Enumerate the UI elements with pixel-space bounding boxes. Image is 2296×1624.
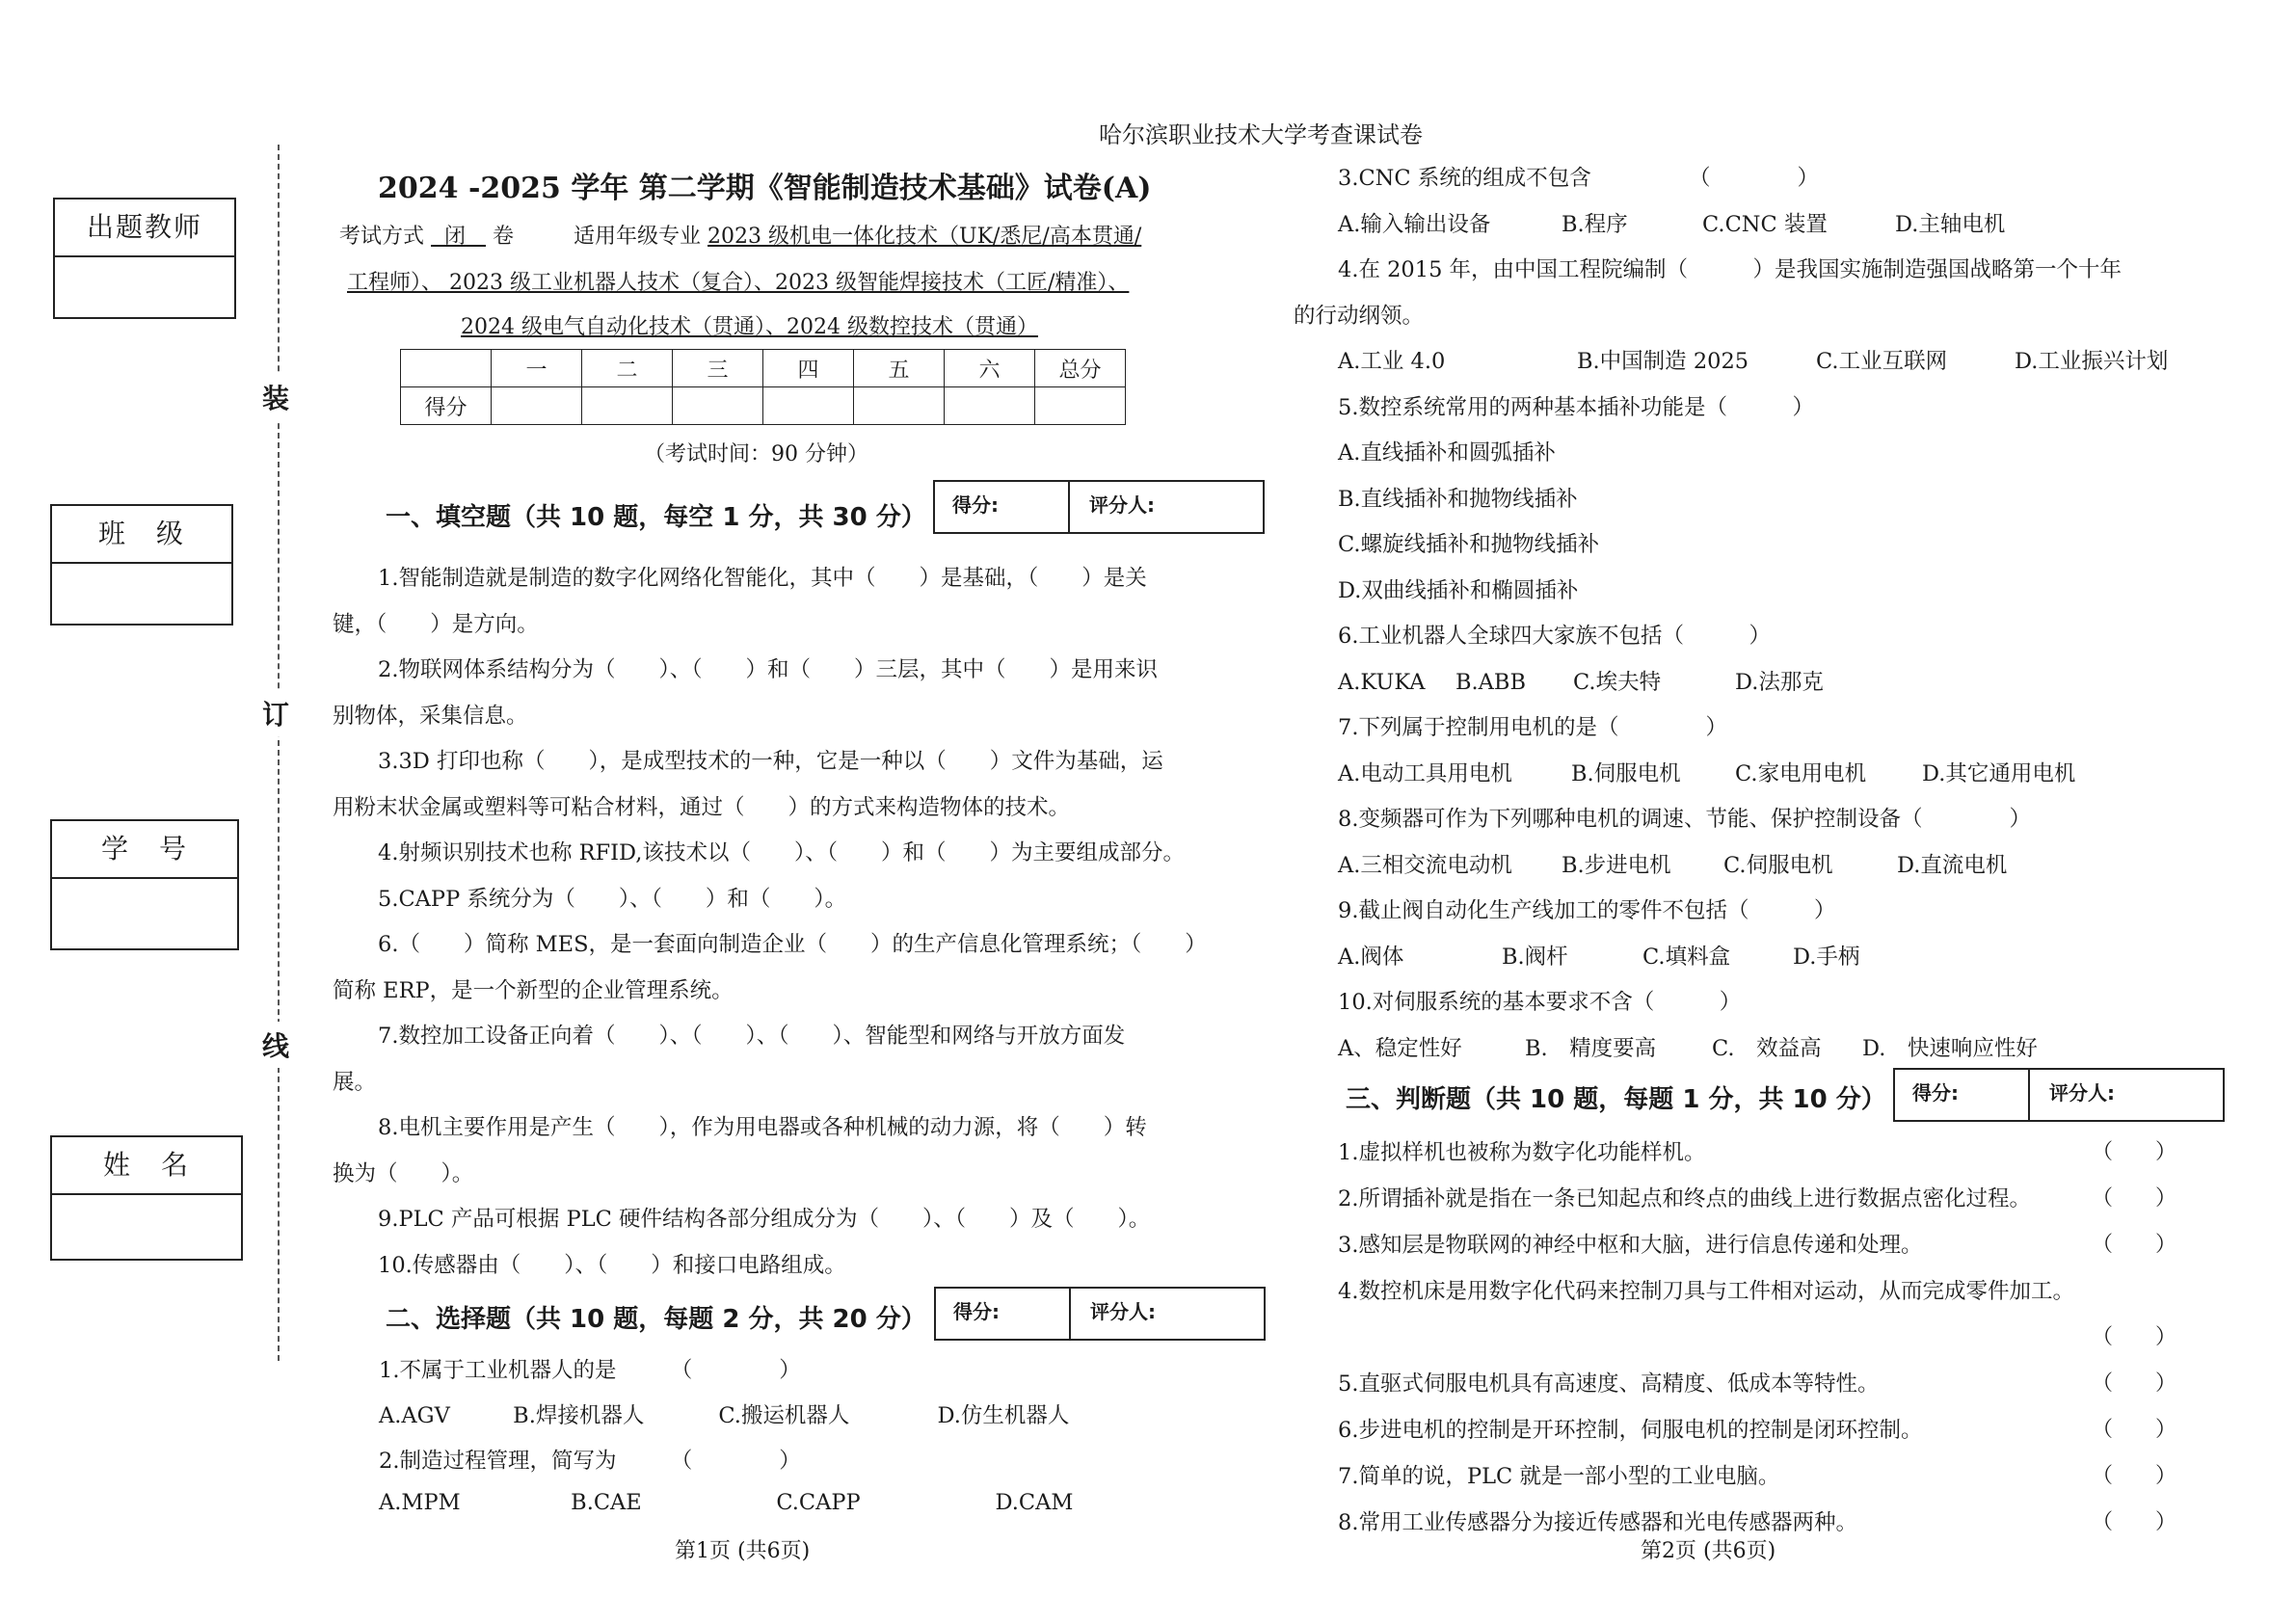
- s1-question-line: 2.物联网体系结构分为（ ）、（ ）和（ ）三层，其中（ ）是用来识: [378, 657, 1158, 682]
- option: B.阀杆: [1502, 944, 1568, 970]
- binding-char-zhuang: 装: [262, 374, 289, 420]
- s3-item: 6.步进电机的控制是开环控制，伺服电机的控制是闭环控制。: [1338, 1418, 1923, 1443]
- binding-line: [278, 145, 280, 1361]
- s1-question-line: 6.（ ）简称 MES，是一套面向制造企业（ ）的生产信息化管理系统；（ ）: [378, 932, 1207, 957]
- score-header-cell: 四: [763, 350, 854, 387]
- score-header-cell: 三: [673, 350, 763, 387]
- p2-options-row: [1338, 1031, 2038, 1062]
- score-cell[interactable]: [945, 387, 1035, 425]
- option: C.工业互联网: [1816, 349, 1948, 374]
- s3-answer-blank[interactable]: （ ）: [2092, 1510, 2177, 1534]
- s3-answer-blank[interactable]: （ ）: [2092, 1233, 2177, 1257]
- s3-item: 2.所谓插补就是指在一条已知起点和终点的曲线上进行数据点密化过程。: [1338, 1186, 2031, 1211]
- option: A.三相交流电动机: [1338, 852, 1512, 878]
- option: D.法那克: [1735, 669, 1824, 695]
- binding-char-xian: 线: [262, 1022, 289, 1068]
- s2-question-2: 2.制造过程管理，简写为 （ ）: [379, 1449, 801, 1474]
- section1-score-box: [933, 480, 1265, 534]
- binding-char-ding: 订: [262, 690, 289, 736]
- s3-item: 3.感知层是物联网的神经中枢和大脑，进行信息传递和处理。: [1338, 1233, 1923, 1258]
- option: A.工业 4.0: [1338, 349, 1446, 374]
- section1-score-label: 得分:: [935, 482, 1070, 532]
- option: A.KUKA: [1338, 669, 1426, 695]
- option: D.其它通用电机: [1922, 760, 2076, 786]
- exam-mode-value: 闭: [444, 225, 467, 249]
- class-label: 班 级: [52, 506, 231, 564]
- p2-options-row: [1338, 665, 1824, 696]
- p2-question-line: A.直线插补和圆弧插补: [1338, 440, 1556, 466]
- option: C. 效益高: [1712, 1035, 1822, 1061]
- s3-answer-blank[interactable]: （ ）: [2092, 1464, 2177, 1488]
- majors-label: 适用年级专业: [574, 225, 702, 249]
- s3-item: 1.虚拟样机也被称为数字化功能样机。: [1338, 1140, 1706, 1165]
- s1-question-line: 简称 ERP，是一个新型的企业管理系统。: [333, 977, 734, 1003]
- option: D.仿生机器人: [937, 1403, 1070, 1428]
- p2-question-line: 4.在 2015 年，由中国工程院编制（ ）是我国实施制造强国战略第一个十年: [1338, 257, 2122, 282]
- option: B.ABB: [1455, 669, 1527, 695]
- option: A.AGV: [379, 1403, 450, 1428]
- option: C.伺服电机: [1723, 852, 1833, 878]
- s1-question-line: 10.传感器由（ ）、（ ）和接口电路组成。: [378, 1252, 846, 1278]
- option: D.手柄: [1793, 944, 1860, 970]
- s1-question-line: 键，（ ）是方向。: [333, 611, 539, 637]
- majors-line3: 2024 级电气自动化技术（贯通）、2024 级数控技术（贯通）: [461, 315, 1038, 339]
- p2-question-line: 6.工业机器人全球四大家族不包括（ ）: [1338, 624, 1771, 649]
- score-header-cell: [401, 350, 492, 387]
- school-header: 哈尔滨职业技术大学考查课试卷: [1099, 121, 1423, 148]
- p2-options-row: [1338, 757, 2075, 787]
- exam-time: （考试时间：90 分钟）: [644, 442, 868, 466]
- p2-question-line: 3.CNC 系统的组成不包含 （ ）: [1338, 166, 1819, 191]
- option: D.直流电机: [1897, 852, 2008, 878]
- score-header-cell: 一: [492, 350, 582, 387]
- teacher-field: [53, 198, 236, 319]
- p2-options-row: [1338, 344, 2168, 375]
- score-header-cell: 总分: [1035, 350, 1126, 387]
- score-table-row: [401, 387, 1126, 425]
- s2-question-2-options: [379, 1490, 1073, 1515]
- s3-answer-blank[interactable]: （ ）: [2092, 1371, 2177, 1396]
- option: B.焊接机器人: [513, 1403, 645, 1428]
- option: B. 精度要高: [1525, 1035, 1657, 1061]
- p2-question-line: 8.变频器可作为下列哪种电机的调速、节能、保护控制设备（ ）: [1338, 807, 2031, 832]
- option: C.CNC 装置: [1702, 211, 1828, 237]
- score-header-cell: 二: [582, 350, 673, 387]
- page1-footer: 第1页 (共6页): [675, 1539, 811, 1563]
- option: D.工业振兴计划: [2015, 349, 2169, 374]
- s1-question-line: 用粉末状金属或塑料等可粘合材料，通过（ ）的方式来构造物体的技术。: [333, 794, 1071, 820]
- score-cell[interactable]: [763, 387, 854, 425]
- option: B.步进电机: [1562, 852, 1671, 878]
- student-id-field: [50, 819, 239, 950]
- section1-title: 一、填空题（共 10 题，每空 1 分，共 30 分）: [386, 503, 926, 532]
- score-cell[interactable]: [673, 387, 763, 425]
- p2-question-line: 的行动纲领。: [1294, 303, 1425, 329]
- s1-question-line: 9.PLC 产品可根据 PLC 硬件结构各部分组成分为（ ）、（ ）及（ ）。: [378, 1207, 1151, 1232]
- s3-answer-blank[interactable]: （ ）: [2092, 1140, 2177, 1164]
- exam-info-line1: [339, 220, 1141, 250]
- section2-grader-label: 评分人:: [1090, 1300, 1156, 1323]
- section1-grader-label: 评分人:: [1089, 493, 1155, 517]
- score-header-cell: 五: [854, 350, 945, 387]
- s2-question-1: 1.不属于工业机器人的是 （ ）: [379, 1358, 801, 1383]
- section3-title: 三、判断题（共 10 题，每题 1 分，共 10 分）: [1346, 1085, 1886, 1114]
- student-id-label: 学 号: [52, 821, 237, 879]
- section2-score-box: [934, 1287, 1266, 1341]
- s1-question-line: 5.CAPP 系统分为（ ）、（ ）和（ ）。: [378, 886, 847, 912]
- score-cell[interactable]: [582, 387, 673, 425]
- option: A.电动工具用电机: [1338, 760, 1512, 786]
- option: B.中国制造 2025: [1577, 349, 1749, 374]
- p2-options-row: [1338, 848, 2007, 879]
- option: B.程序: [1562, 211, 1628, 237]
- name-field: [50, 1135, 243, 1261]
- score-cell[interactable]: [492, 387, 582, 425]
- section3-grader-label: 评分人:: [2049, 1081, 2115, 1105]
- section3-score-box: [1893, 1068, 2225, 1122]
- option: C.家电用电机: [1735, 760, 1867, 786]
- exam-mode-label: 考试方式: [339, 225, 425, 249]
- s3-answer-blank[interactable]: （ ）: [2092, 1186, 2177, 1211]
- option: A.阀体: [1338, 944, 1404, 970]
- majors-line1: 2023 级机电一体化技术（UK/悉尼/高本贯通/: [707, 225, 1142, 249]
- score-table-header: [401, 350, 1126, 387]
- teacher-label: 出题教师: [55, 200, 234, 257]
- p2-question-line: 10.对伺服系统的基本要求不含（ ）: [1338, 990, 1742, 1015]
- score-cell[interactable]: [854, 387, 945, 425]
- s1-question-line: 1.智能制造就是制造的数字化网络化智能化，其中（ ）是基础，（ ）是关: [378, 566, 1147, 591]
- p2-question-line: 7.下列属于控制用电机的是（ ）: [1338, 715, 1727, 740]
- exam-title: 2024 -2025 学年 第二学期《智能制造技术基础》试卷(A): [378, 172, 1152, 205]
- option: D.CAM: [995, 1490, 1074, 1515]
- s1-question-line: 8.电机主要作用是产生（ ），作为用电器或各种机械的动力源，将（ ）转: [378, 1115, 1147, 1140]
- majors-line2: 工程师）、 2023 级工业机器人技术（复合）、2023 级智能焊接技术（工匠/精准）、: [347, 271, 1130, 295]
- s3-item: 8.常用工业传感器分为接近传感器和光电传感器两种。: [1338, 1510, 1857, 1535]
- score-row-label: 得分: [401, 387, 492, 425]
- s1-question-line: 7.数控加工设备正向着（ ）、（ ）、（ ）、智能型和网络与开放方面发: [378, 1024, 1126, 1049]
- name-label: 姓 名: [52, 1137, 241, 1195]
- exam-mode-suffix: 卷: [493, 225, 515, 249]
- page2-footer: 第2页 (共6页): [1641, 1539, 1776, 1563]
- p2-question-line: D.双曲线插补和椭圆插补: [1338, 577, 1579, 603]
- s3-answer-blank[interactable]: （ ）: [2092, 1325, 2177, 1349]
- s3-item: 4.数控机床是用数字化代码来控制刀具与工件相对运动，从而完成零件加工。: [1338, 1279, 2074, 1304]
- option: C.埃夫特: [1573, 669, 1662, 695]
- option: B.伺服电机: [1571, 760, 1681, 786]
- section3-score-label: 得分:: [1895, 1070, 2030, 1120]
- p2-question-line: C.螺旋线插补和抛物线插补: [1338, 532, 1600, 557]
- section2-title: 二、选择题（共 10 题，每题 2 分，共 20 分）: [386, 1305, 926, 1334]
- s3-item: 7.简单的说，PLC 就是一部小型的工业电脑。: [1338, 1464, 1780, 1489]
- p2-question-line: 9.截止阀自动化生产线加工的零件不包括（ ）: [1338, 898, 1836, 923]
- class-field: [50, 504, 233, 626]
- s3-answer-blank[interactable]: （ ）: [2092, 1418, 2177, 1442]
- s2-question-1-options: [379, 1398, 1069, 1429]
- s1-question-line: 4.射频识别技术也称 RFID,该技术以（ ）、（ ）和（ ）为主要组成部分。: [378, 840, 1185, 865]
- option: C.搬运机器人: [718, 1403, 850, 1428]
- score-cell[interactable]: [1035, 387, 1126, 425]
- s1-question-line: 展。: [333, 1069, 377, 1095]
- option: C.填料盒: [1642, 944, 1731, 970]
- p2-options-row: [1338, 940, 1859, 971]
- score-table: [400, 349, 1126, 425]
- option: A.MPM: [379, 1490, 461, 1515]
- p2-question-line: B.直线插补和抛物线插补: [1338, 486, 1578, 512]
- option: C.CAPP: [776, 1490, 861, 1515]
- option: D. 快速响应性好: [1862, 1035, 2038, 1061]
- p2-options-row: [1338, 207, 2005, 238]
- option: D.主轴电机: [1895, 211, 2006, 237]
- score-header-cell: 六: [945, 350, 1035, 387]
- option: B.CAE: [571, 1490, 642, 1515]
- option: A、稳定性好: [1338, 1035, 1462, 1061]
- s3-item: 5.直驱式伺服电机具有高速度、高精度、低成本等特性。: [1338, 1371, 1880, 1397]
- section2-score-label: 得分:: [936, 1289, 1071, 1339]
- s1-question-line: 别物体，采集信息。: [333, 703, 528, 729]
- p2-question-line: 5.数控系统常用的两种基本插补功能是（ ）: [1338, 394, 1814, 420]
- s1-question-line: 3.3D 打印也称（ ），是成型技术的一种，它是一种以（ ）文件为基础，运: [378, 749, 1163, 774]
- s1-question-line: 换为（ ）。: [333, 1160, 474, 1186]
- option: A.输入输出设备: [1338, 211, 1491, 237]
